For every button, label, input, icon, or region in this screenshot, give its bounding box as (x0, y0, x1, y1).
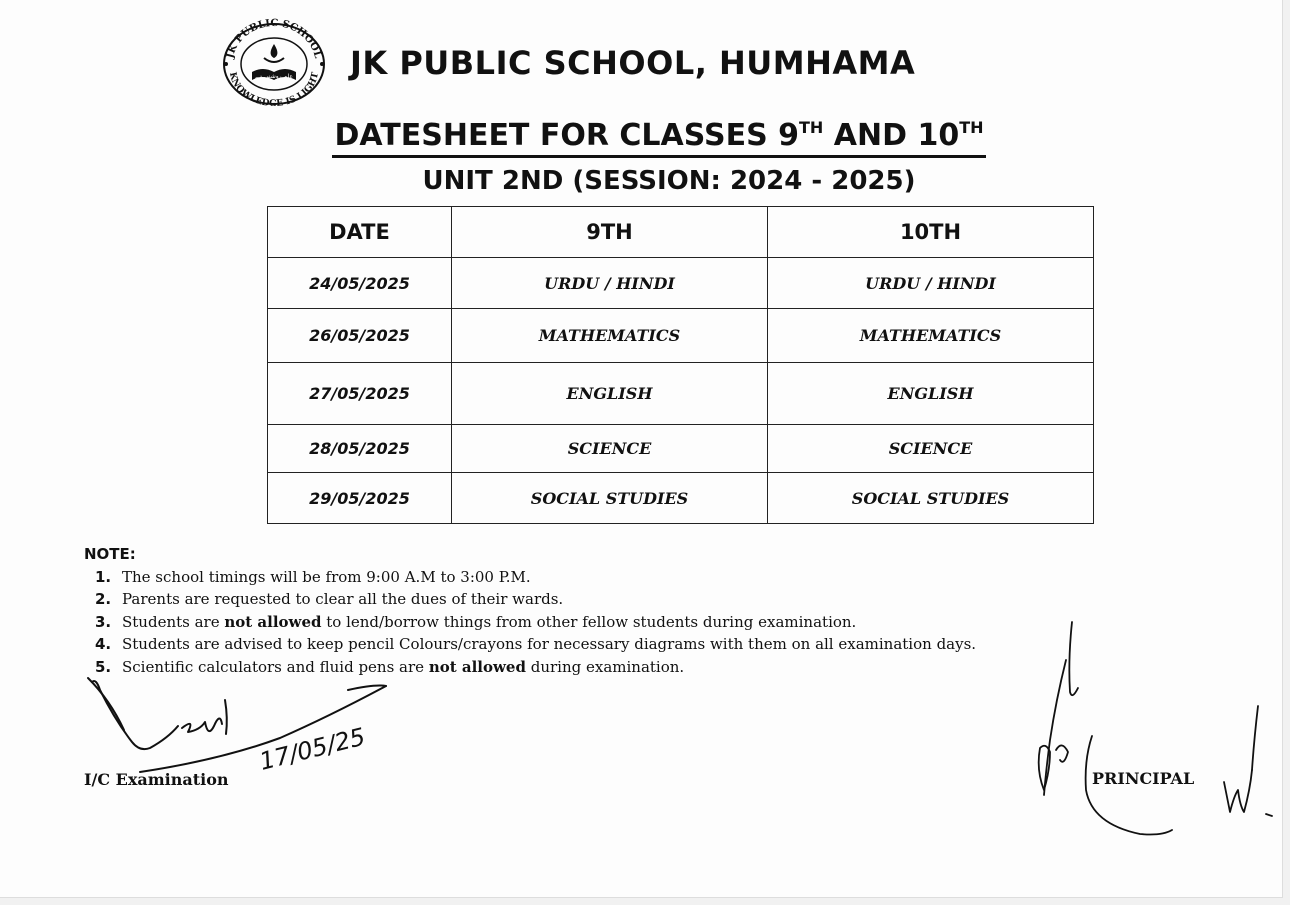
subject-10th-cell: SCIENCE (768, 425, 1094, 473)
note-number: 4. (95, 635, 112, 653)
column-header-date: DATE (268, 207, 452, 258)
subject-10th-cell: SOCIAL STUDIES (768, 473, 1094, 524)
note-emphasis: not allowed (428, 657, 526, 676)
table-row (268, 363, 1094, 425)
school-name: JK PUBLIC SCHOOL, HUMHAMA (350, 44, 916, 82)
note-item (95, 656, 976, 679)
title-sup-10th: TH (959, 118, 984, 137)
title-sup-9th: TH (799, 118, 824, 137)
date-cell: 27/05/2025 (268, 363, 452, 425)
table-header-row (268, 207, 1094, 258)
note-item (95, 633, 977, 656)
column-header-9th: 9TH (452, 207, 768, 258)
subject-9th-cell: SCIENCE (452, 425, 768, 473)
ic-examination-signature-icon (88, 678, 386, 772)
subject-9th-cell: MATHEMATICS (452, 309, 768, 363)
date-cell: 26/05/2025 (268, 309, 452, 363)
note-text: The school timings will be from 9:00 A.M to 3:00 P.M. (122, 567, 531, 586)
note-text: Students are advised to keep pencil Colours/crayons for necessary diagrams with them on all examination days. (122, 635, 977, 653)
note-text: Parents are requested to clear all the dues of their wards. (122, 590, 564, 608)
logo-ring-bottom-text: KNOWLEDGE IS LIGHT (226, 71, 321, 106)
subject-10th-cell: MATHEMATICS (768, 309, 1094, 363)
note-text-tail: to lend/borrow things from other fellow students during examination. (321, 612, 857, 631)
table-row (268, 473, 1094, 524)
subject-10th-cell: URDU / HINDI (768, 258, 1094, 309)
datesheet-subtitle (0, 166, 1282, 196)
column-header-10th: 10TH (768, 207, 1094, 258)
note-item (95, 611, 976, 634)
principal-label: PRINCIPAL (1092, 769, 1195, 788)
notes-list (84, 566, 976, 679)
subtitle-text: UNIT 2ND (SESSION: 2024 - 2025) (422, 166, 916, 196)
notes-section (84, 543, 976, 678)
table-row (268, 425, 1094, 473)
subject-10th-cell: ENGLISH (768, 363, 1094, 425)
title-prefix: DATESHEET FOR CLASSES 9 (334, 118, 800, 153)
date-cell: 29/05/2025 (268, 473, 452, 524)
note-item (95, 588, 976, 611)
table-row (268, 258, 1094, 309)
subject-9th-cell: SOCIAL STUDIES (452, 473, 768, 524)
note-number: 3. (95, 612, 112, 631)
subject-9th-cell: URDU / HINDI (452, 258, 768, 309)
ic-examination-label: I/C Examination (84, 770, 229, 789)
datesheet-title (0, 118, 1282, 158)
logo-script-text: علم روشنی ہے (254, 73, 294, 80)
subject-9th-cell: ENGLISH (452, 363, 768, 425)
note-emphasis: not allowed (224, 612, 322, 631)
handwritten-date: 17/05/25 (256, 722, 369, 776)
notes-heading: NOTE: (84, 545, 136, 563)
note-number: 1. (95, 567, 112, 586)
note-text: Scientific calculators and fluid pens are (122, 657, 429, 676)
title-middle: AND 10 (823, 118, 960, 153)
logo-ring-top-text: JK PUBLIC SCHOOL (224, 17, 324, 60)
school-logo-icon (212, 14, 336, 106)
principal-signature-icon (1039, 622, 1272, 835)
note-text: Students are (122, 612, 225, 631)
table-row (268, 309, 1094, 363)
note-item (95, 566, 976, 589)
datesheet-table (267, 206, 1094, 524)
note-number: 5. (95, 657, 112, 676)
note-text-tail: during examination. (525, 657, 685, 676)
note-number: 2. (95, 590, 112, 608)
date-cell: 24/05/2025 (268, 258, 452, 309)
date-cell: 28/05/2025 (268, 425, 452, 473)
